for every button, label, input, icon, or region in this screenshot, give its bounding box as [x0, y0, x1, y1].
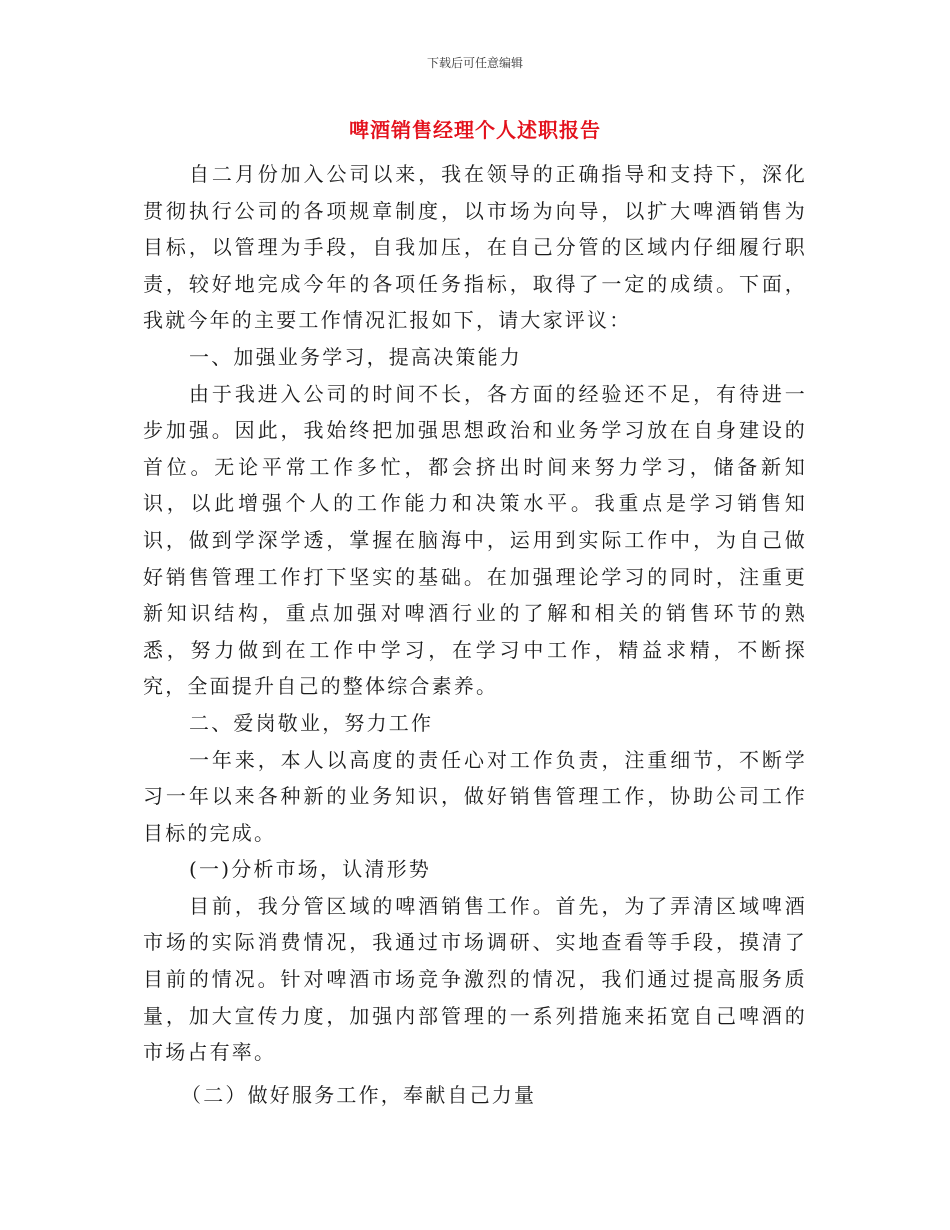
header-note: 下载后可任意编辑 [426, 56, 523, 70]
document-title: 啤酒销售经理个人述职报告 [349, 118, 601, 142]
intro-paragraph: 自二月份加入公司以来，我在领导的正确指导和支持下，深化贯彻执行公司的各项规章制度，以市场为向导，以扩大啤酒销售为目标，以管理为手段，自我加压，在自己分管的区域内仔细履行职责，较好地完成今年的各项任务指标，取得了一定的成绩。下面，我就今年的主要工作情况汇报如下，请大家评议： [143, 162, 807, 333]
subsection-heading-1: (一)分析市场，认清形势 [189, 857, 432, 882]
subsection-1-paragraph: 目前，我分管区域的啤酒销售工作。首先，为了弄清区域啤酒市场的实际消费情况，我通过市场调研、实地查看等手段，摸清了目前的情况。针对啤酒市场竞争激烈的情况，我们通过提高服务质量，加大宣传力度，加强内部管理的一系列措施来拓宽自己啤酒的市场占有率。 [143, 893, 807, 1065]
section-1-paragraph: 由于我进入公司的时间不长，各方面的经验还不足，有待进一步加强。因此，我始终把加强思想政治和业务学习放在自身建设的首位。无论平常工作多忙，都会挤出时间来努力学习，储备新知识，以此增强个人的工作能力和决策水平。我重点是学习销售知识，做到学深学透，掌握在脑海中，运用到实际工作中，为自己做好销售管理工作打下坚实的基础。在加强理论学习的同时，注重更新知识结构，重点加强对啤酒行业的了解和相关的销售环节的熟悉，努力做到在工作中学习，在学习中工作，精益求精，不断探究，全面提升自己的整体综合素养。 [143, 381, 807, 699]
section-heading-2: 二、爱岗敬业，努力工作 [189, 710, 434, 735]
subsection-heading-2: （二）做好服务工作，奉献自己力量 [181, 1082, 537, 1107]
section-2-paragraph: 一年来，本人以高度的责任心对工作负责，注重细节，不断学习一年以来各种新的业务知识，做好销售管理工作，协助公司工作目标的完成。 [143, 747, 807, 845]
section-heading-1: 一、加强业务学习，提高决策能力 [189, 344, 522, 369]
document-body [143, 156, 807, 1113]
